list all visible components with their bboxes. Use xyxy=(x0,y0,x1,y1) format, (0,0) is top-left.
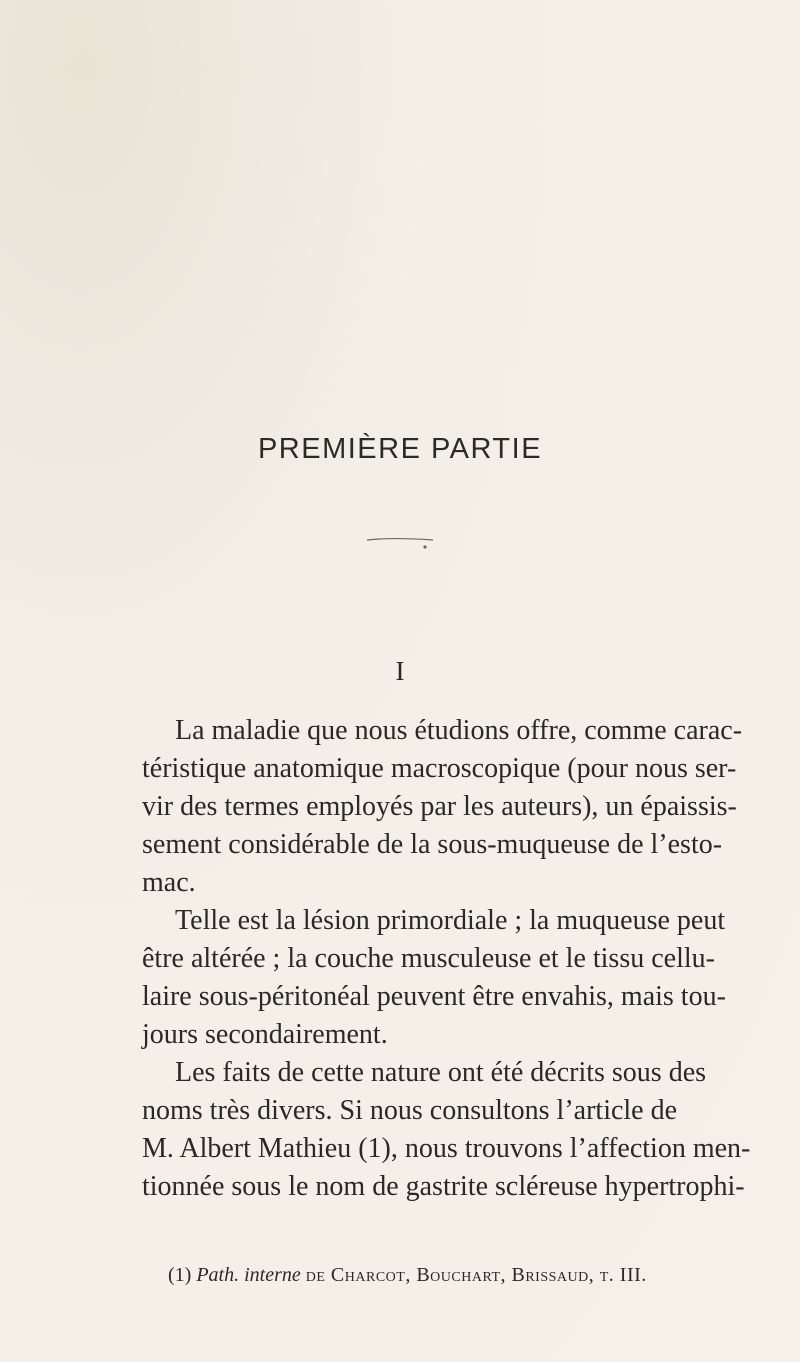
text-line: tionnée sous le nom de gastrite scléreuse hypertrophi- xyxy=(142,1171,745,1202)
text-line: jours secondairement. xyxy=(142,1019,388,1050)
footnote-marker: (1) xyxy=(168,1264,192,1286)
section-number: I xyxy=(395,656,405,686)
text-line: laire sous-péritonéal peuvent être envahis, mais tou- xyxy=(142,981,726,1012)
text-line: être altérée ; la couche musculeuse et le tissu cellu- xyxy=(142,943,715,974)
text-line: Les faits de cette nature ont été décrits sous des xyxy=(175,1057,707,1088)
text-line: La maladie que nous étudions offre, comme carac- xyxy=(175,715,743,746)
ornamental-rule xyxy=(0,536,800,550)
footnote xyxy=(168,1264,668,1287)
text-line: vir des termes employés par les auteurs), un épaissis- xyxy=(142,791,737,822)
paragraph xyxy=(142,1054,751,1206)
paragraph xyxy=(142,902,726,1054)
text-line: sement considérable de la sous-muqueuse de l’esto- xyxy=(142,829,723,860)
part-heading: PREMIÈRE PARTIE xyxy=(257,433,543,465)
text-line: M. Albert Mathieu (1), nous trouvons l’affection men- xyxy=(142,1133,751,1164)
text-line: Telle est la lésion primordiale ; la muqueuse peut xyxy=(175,905,726,936)
body-text xyxy=(142,712,751,1206)
text-line: noms très divers. Si nous consultons l’article de xyxy=(142,1095,678,1126)
footnote-title: Path. interne xyxy=(196,1264,301,1286)
footnote-text: de Charcot, Bouchart, Brissaud, t. III. xyxy=(305,1264,647,1286)
text-line: téristique anatomique macroscopique (pour nous ser- xyxy=(142,753,737,784)
text-line: mac. xyxy=(142,867,196,898)
paragraph xyxy=(142,712,743,902)
